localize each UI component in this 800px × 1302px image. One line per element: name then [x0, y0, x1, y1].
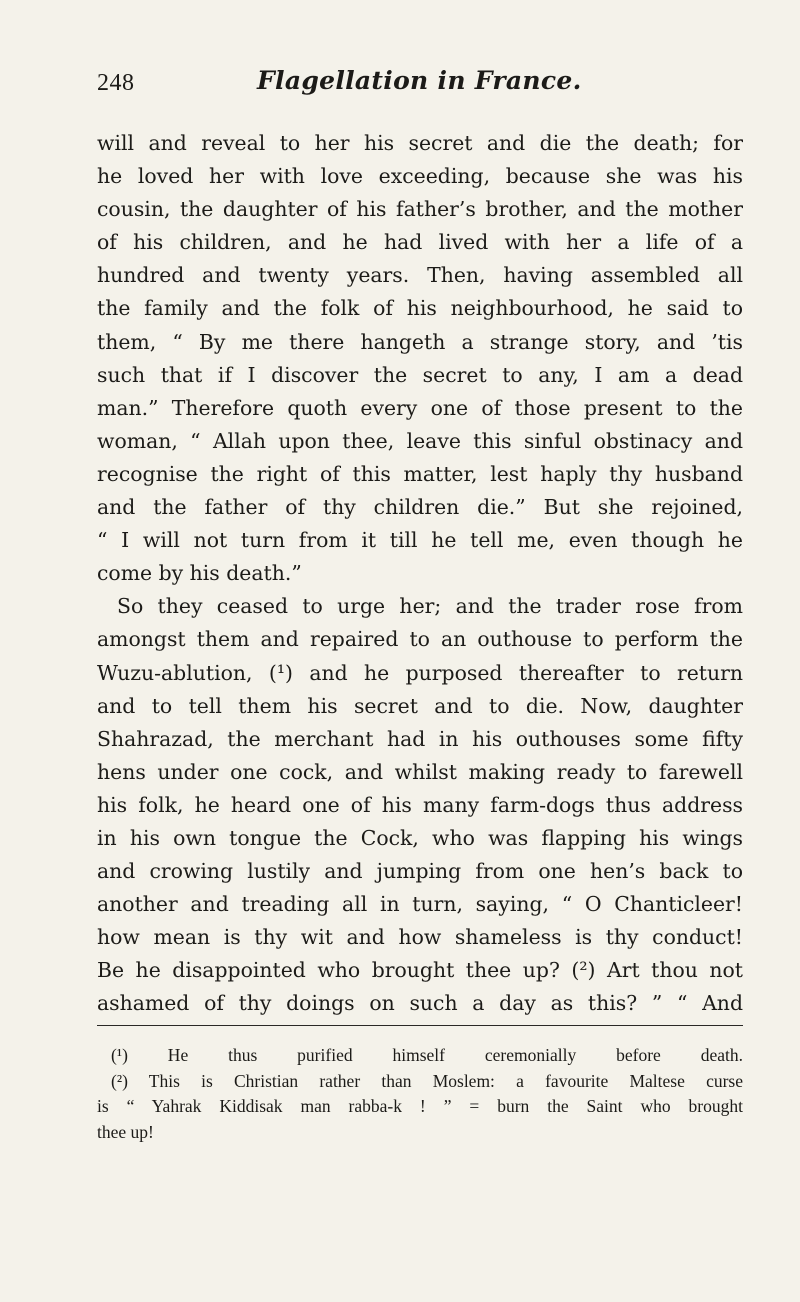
- text-line: Be he disappointed who brought thee up? (²) Art thou not: [97, 958, 743, 983]
- main-text: [97, 127, 743, 1021]
- footnote-line: thee up!: [97, 1121, 154, 1142]
- footnotes: [97, 1043, 743, 1145]
- text-line: the family and the folk of his neighbourhood, he said to: [97, 296, 743, 321]
- text-line: “ I will not turn from it till he tell me, even though he: [97, 528, 743, 553]
- footnote-line: (¹) He thus purified himself ceremonially before death.: [111, 1045, 743, 1065]
- page-number: 248: [97, 70, 135, 96]
- text-line: Shahrazad, the merchant had in his outhouses some fifty: [97, 726, 743, 751]
- text-line: of his children, and he had lived with her a life of a: [97, 230, 743, 255]
- text-line: hens under one cock, and whilst making ready to farewell: [97, 759, 743, 784]
- footnote-divider: [97, 1025, 743, 1026]
- text-line: Wuzu-ablution, (¹) and he purposed thereafter to return: [97, 660, 743, 685]
- text-line: recognise the right of this matter, lest haply thy husband: [97, 461, 743, 486]
- text-line: amongst them and repaired to an outhouse to perform the: [97, 627, 743, 652]
- text-line: how mean is thy wit and how shameless is thy conduct!: [97, 925, 743, 950]
- text-line: come by his death.”: [97, 561, 302, 586]
- text-line: his folk, he heard one of his many farm-dogs thus address: [97, 792, 743, 817]
- text-line: hundred and twenty years. Then, having assembled all: [97, 263, 743, 288]
- page-header: [97, 62, 707, 102]
- running-title: Flagellation in France.: [257, 66, 582, 95]
- text-line: cousin, the daughter of his father’s brother, and the mother: [97, 197, 743, 222]
- text-line: So they ceased to urge her; and the trader rose from: [117, 594, 743, 619]
- text-line: will and reveal to her his secret and die the death; for: [97, 131, 743, 155]
- text-line: he loved her with love exceeding, because she was his: [97, 164, 743, 189]
- text-line: woman, “ Allah upon thee, leave this sinful obstinacy and: [97, 428, 743, 453]
- text-line: such that if I discover the secret to any, I am a dead: [97, 362, 743, 387]
- footnote-line: (²) This is Christian rather than Moslem: a favourite Maltese curse: [111, 1070, 743, 1091]
- text-line: in his own tongue the Cock, who was flapping his wings: [97, 825, 743, 850]
- text-line: and crowing lustily and jumping from one hen’s back to: [97, 859, 743, 884]
- text-line: another and treading all in turn, saying, “ O Chanticleer!: [97, 892, 743, 917]
- text-line: and to tell them his secret and to die. Now, daughter: [97, 693, 743, 718]
- text-line: ashamed of thy doings on such a day as this? ” “ And: [97, 991, 743, 1016]
- text-line: man.” Therefore quoth every one of those present to the: [97, 395, 743, 420]
- text-line: and the father of thy children die.” But she rejoined,: [97, 495, 743, 520]
- text-line: them, “ By me there hangeth a strange story, and ’tis: [97, 329, 743, 354]
- footnote-line: is “ Yahrak Kiddisak man rabba-k ! ” = burn the Saint who brought: [97, 1096, 743, 1116]
